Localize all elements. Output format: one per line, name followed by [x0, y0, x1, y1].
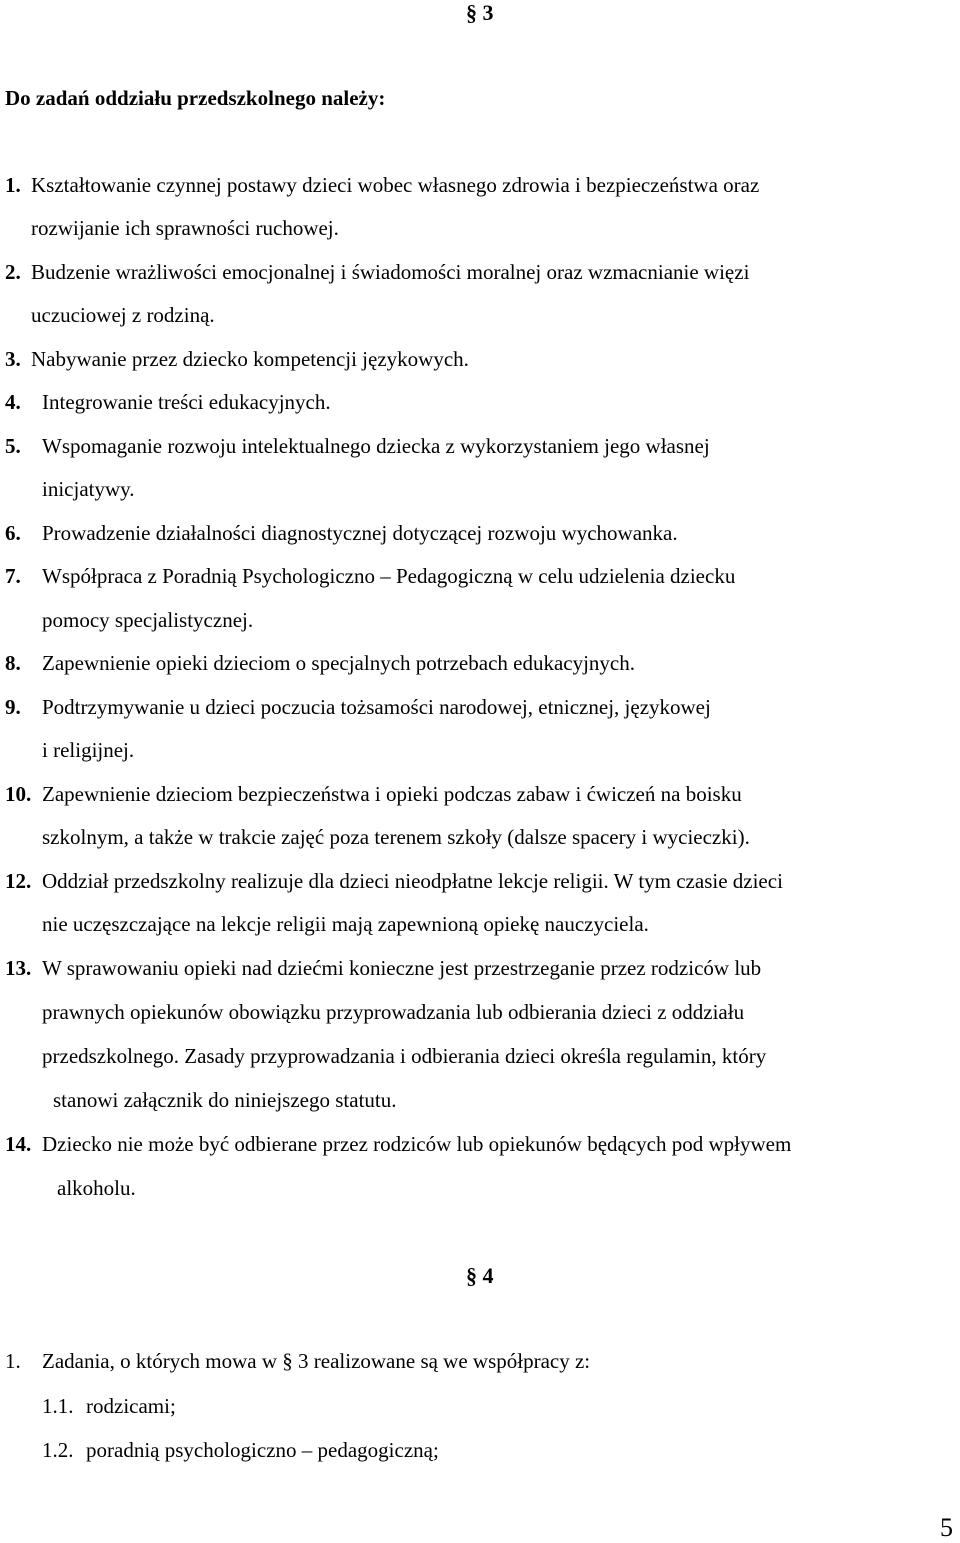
list-item-number: 2. — [5, 260, 21, 284]
list-item-number: 6. — [5, 521, 21, 545]
list-item-number: 9. — [5, 695, 21, 719]
section-sign-4: § 4 — [466, 1263, 494, 1288]
list-item-text: Prowadzenie działalności diagnostycznej dotyczącej rozwoju wychowanka. — [42, 521, 678, 545]
list-item-text: Integrowanie treści edukacyjnych. — [42, 390, 331, 414]
list-item-text: Dziecko nie może być odbierane przez rodziców lub opiekunów będących pod wpływem — [42, 1132, 792, 1156]
list-item-text: pomocy specjalistycznej. — [42, 608, 254, 632]
list-item-text: przedszkolnego. Zasady przyprowadzania i odbierania dzieci określa regulamin, który — [42, 1044, 767, 1068]
list-item-text: rodzicami; — [86, 1394, 176, 1418]
list-item-text: nie uczęszczające na lekcje religii mają zapewnioną opiekę nauczyciela. — [42, 912, 649, 936]
list-item-text: inicjatywy. — [42, 477, 135, 501]
list-item-number: 3. — [5, 347, 21, 371]
list-item-number: 14. — [5, 1132, 32, 1156]
list-item-text: Współpraca z Poradnią Psychologiczno – Pedagogiczną w celu udzielenia dziecku — [42, 564, 736, 588]
list-item-text: Zadania, o których mowa w § 3 realizowane są we współpracy z: — [42, 1349, 591, 1373]
list-item-number: 8. — [5, 651, 21, 675]
list-item-number: 4. — [5, 390, 21, 414]
list-item-text: Kształtowanie czynnej postawy dzieci wobec własnego zdrowia i bezpieczeństwa oraz — [31, 173, 760, 197]
list-item-text: Zapewnienie dzieciom bezpieczeństwa i opieki podczas zabaw i ćwiczeń na boisku — [42, 782, 742, 806]
list-item-text: Budzenie wrażliwości emocjonalnej i świadomości moralnej oraz wzmacnianie więzi — [31, 260, 750, 284]
list-item-text: rozwijanie ich sprawności ruchowej. — [31, 216, 339, 240]
section-heading: Do zadań oddziału przedszkolnego należy: — [5, 86, 386, 110]
list-item-text: stanowi załącznik do niniejszego statutu. — [53, 1088, 397, 1112]
page-number: 5 — [940, 1513, 953, 1542]
section-sign-3: § 3 — [466, 0, 494, 25]
list-item-number: 1. — [5, 1349, 21, 1373]
list-item-number: 5. — [5, 434, 21, 458]
list-item-number: 1.2. — [42, 1438, 74, 1462]
list-item-text: i religijnej. — [42, 738, 135, 762]
list-item-text: alkoholu. — [57, 1176, 136, 1200]
list-item-number: 1.1. — [42, 1394, 74, 1418]
list-item-number: 1. — [5, 173, 21, 197]
list-item-text: poradnią psychologiczno – pedagogiczną; — [86, 1438, 439, 1462]
list-item-text: Nabywanie przez dziecko kompetencji językowych. — [31, 347, 469, 371]
list-item-text: szkolnym, a także w trakcie zajęć poza terenem szkoły (dalsze spacery i wycieczki). — [42, 825, 750, 849]
list-item-text: Oddział przedszkolny realizuje dla dzieci nieodpłatne lekcje religii. W tym czasie dzieci — [42, 869, 783, 893]
list-item-number: 7. — [5, 564, 21, 588]
list-item-text: prawnych opiekunów obowiązku przyprowadzania lub odbierania dzieci z oddziału — [42, 1000, 745, 1024]
list-item-text: Wspomaganie rozwoju intelektualnego dziecka z wykorzystaniem jego własnej — [42, 434, 710, 458]
list-item-text: uczuciowej z rodziną. — [31, 303, 215, 327]
list-item-number: 12. — [5, 869, 32, 893]
list-item-text: Podtrzymywanie u dzieci poczucia tożsamości narodowej, etnicznej, językowej — [42, 695, 711, 719]
list-item-text: W sprawowaniu opieki nad dziećmi konieczne jest przestrzeganie przez rodziców lub — [42, 956, 762, 980]
list-item-number: 13. — [5, 956, 32, 980]
list-item-number: 10. — [5, 782, 32, 806]
list-item-text: Zapewnienie opieki dzieciom o specjalnych potrzebach edukacyjnych. — [42, 651, 636, 675]
